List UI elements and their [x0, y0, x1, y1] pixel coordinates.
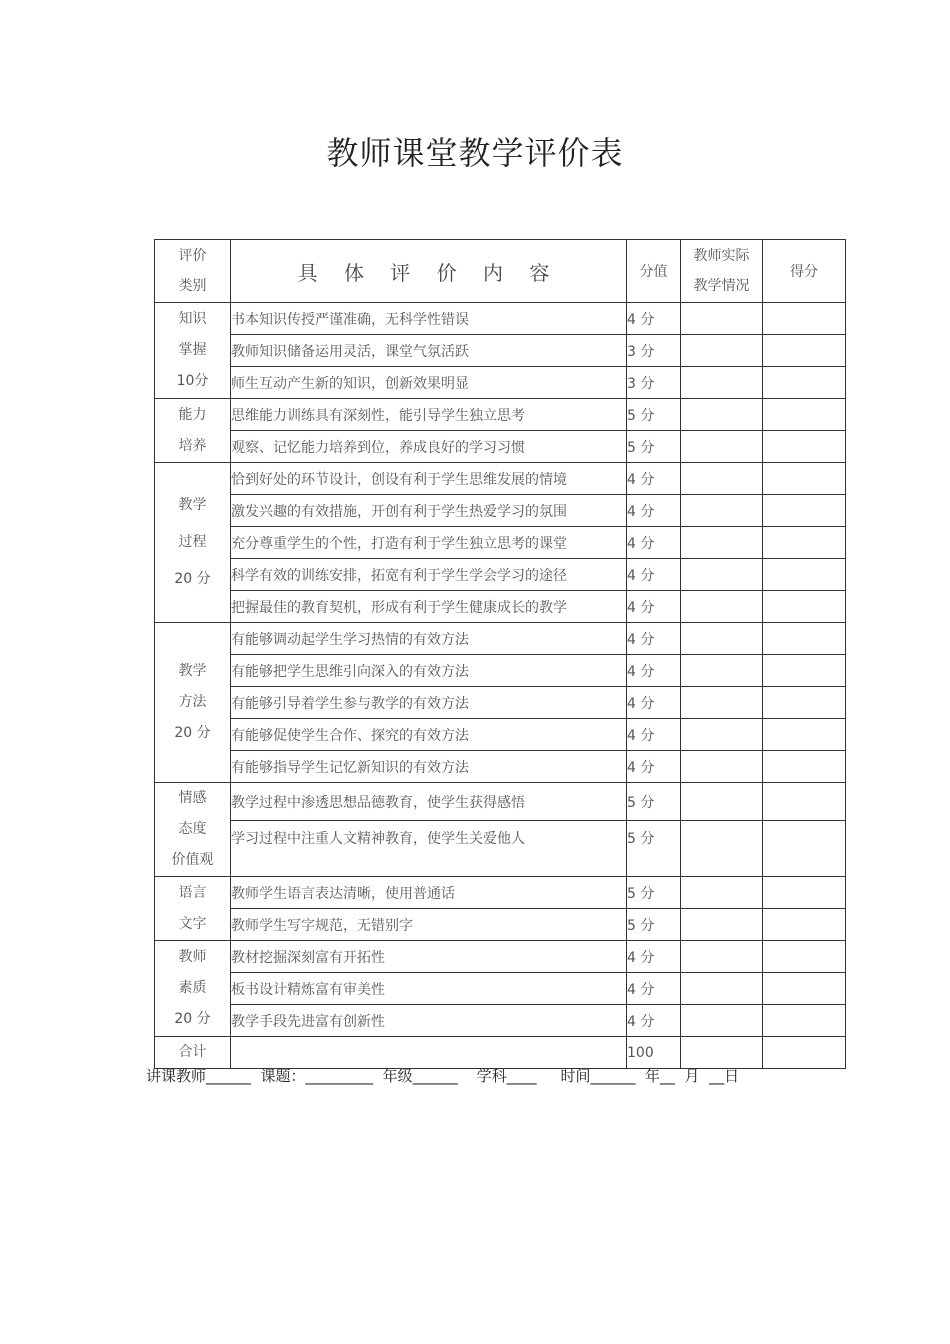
score-cell[interactable] — [763, 941, 846, 973]
points-cell: 5 分 — [627, 877, 681, 909]
points-cell: 5 分 — [627, 909, 681, 941]
table-row — [155, 909, 846, 941]
criterion-text: 教学手段先进富有创新性 — [231, 1005, 627, 1037]
header-content: 具 体 评 价 内 容 — [231, 240, 627, 303]
table-row — [155, 783, 846, 821]
score-cell[interactable] — [763, 431, 846, 463]
category-cell: 教学 方法 20 分 — [155, 623, 231, 783]
table-row — [155, 941, 846, 973]
criterion-text: 教学过程中渗透思想品德教育，使学生获得感悟 — [231, 783, 627, 821]
criterion-text: 思维能力训练具有深刻性，能引导学生独立思考 — [231, 399, 627, 431]
table-row — [155, 559, 846, 591]
total-label: 合计 — [155, 1037, 231, 1069]
table-row — [155, 1005, 846, 1037]
criterion-text: 教师知识储备运用灵活，课堂气氛活跃 — [231, 335, 627, 367]
points-cell: 5 分 — [627, 399, 681, 431]
table-row — [155, 623, 846, 655]
criterion-text: 观察、记忆能力培养到位，养成良好的学习习惯 — [231, 431, 627, 463]
points-cell: 5 分 — [627, 431, 681, 463]
header-points: 分值 — [627, 240, 681, 303]
total-points: 100 — [627, 1037, 681, 1069]
score-cell[interactable] — [763, 463, 846, 495]
criterion-text: 书本知识传授严谨准确，无科学性错误 — [231, 303, 627, 335]
total-empty — [231, 1037, 627, 1069]
page-title: 教师课堂教学评价表 — [326, 134, 624, 172]
score-cell[interactable] — [763, 1005, 846, 1037]
criterion-text: 有能够指导学生记忆新知识的有效方法 — [231, 751, 627, 783]
actual-teaching-cell[interactable] — [681, 431, 763, 463]
points-cell: 4 分 — [627, 687, 681, 719]
criterion-text: 板书设计精炼富有审美性 — [231, 973, 627, 1005]
points-cell: 4 分 — [627, 559, 681, 591]
category-cell: 教学 过程 20 分 — [155, 463, 231, 623]
score-cell[interactable] — [763, 623, 846, 655]
points-cell: 4 分 — [627, 751, 681, 783]
total-row — [155, 1037, 846, 1069]
score-cell[interactable] — [763, 751, 846, 783]
actual-teaching-cell[interactable] — [681, 335, 763, 367]
score-cell[interactable] — [763, 335, 846, 367]
table-row — [155, 495, 846, 527]
criterion-text: 有能够引导着学生参与教学的有效方法 — [231, 687, 627, 719]
footer-info: 讲课教师______ 课题：_________ 年级______ 学科____ 时间______ 年__ 月 __日 — [146, 1067, 740, 1085]
header-category: 评价 类别 — [155, 240, 231, 303]
criterion-text: 科学有效的训练安排，拓宽有利于学生学会学习的途径 — [231, 559, 627, 591]
table-row — [155, 367, 846, 399]
table-row — [155, 687, 846, 719]
points-cell: 4 分 — [627, 527, 681, 559]
category-cell: 能力 培养 — [155, 399, 231, 463]
actual-teaching-cell[interactable] — [681, 1005, 763, 1037]
score-cell[interactable] — [763, 909, 846, 941]
points-cell: 4 分 — [627, 591, 681, 623]
points-cell: 4 分 — [627, 655, 681, 687]
table-row — [155, 463, 846, 495]
score-cell[interactable] — [763, 821, 846, 877]
points-cell: 4 分 — [627, 303, 681, 335]
criterion-text: 教师学生语言表达清晰，使用普通话 — [231, 877, 627, 909]
actual-teaching-cell[interactable] — [681, 463, 763, 495]
score-cell[interactable] — [763, 719, 846, 751]
criterion-text: 充分尊重学生的个性，打造有利于学生独立思考的课堂 — [231, 527, 627, 559]
table-row — [155, 591, 846, 623]
table-row — [155, 335, 846, 367]
points-cell: 4 分 — [627, 463, 681, 495]
actual-teaching-cell[interactable] — [681, 527, 763, 559]
actual-teaching-cell[interactable] — [681, 303, 763, 335]
criterion-text: 教师学生写字规范，无错别字 — [231, 909, 627, 941]
criterion-text: 有能够把学生思维引向深入的有效方法 — [231, 655, 627, 687]
actual-teaching-cell[interactable] — [681, 399, 763, 431]
actual-teaching-cell[interactable] — [681, 655, 763, 687]
actual-teaching-cell[interactable] — [681, 941, 763, 973]
criterion-text: 有能够调动起学生学习热情的有效方法 — [231, 623, 627, 655]
table-row — [155, 877, 846, 909]
actual-teaching-cell[interactable] — [681, 973, 763, 1005]
table-row — [155, 527, 846, 559]
table-row — [155, 719, 846, 751]
criterion-text: 激发兴趣的有效措施，开创有利于学生热爱学习的氛围 — [231, 495, 627, 527]
actual-teaching-cell[interactable] — [681, 719, 763, 751]
points-cell: 4 分 — [627, 973, 681, 1005]
points-cell: 3 分 — [627, 367, 681, 399]
points-cell: 5 分 — [627, 783, 681, 821]
table-row — [155, 399, 846, 431]
score-cell[interactable] — [763, 655, 846, 687]
actual-teaching-cell[interactable] — [681, 687, 763, 719]
table-row — [155, 655, 846, 687]
criterion-text: 把握最佳的教育契机，形成有利于学生健康成长的教学 — [231, 591, 627, 623]
criterion-text: 恰到好处的环节设计，创设有利于学生思维发展的情境 — [231, 463, 627, 495]
table-row — [155, 751, 846, 783]
header-row — [155, 240, 846, 303]
points-cell: 4 分 — [627, 495, 681, 527]
points-cell: 4 分 — [627, 941, 681, 973]
table-row — [155, 303, 846, 335]
actual-teaching-cell[interactable] — [681, 591, 763, 623]
points-cell: 3 分 — [627, 335, 681, 367]
score-cell[interactable] — [763, 303, 846, 335]
actual-teaching-cell[interactable] — [681, 367, 763, 399]
points-cell: 5 分 — [627, 821, 681, 877]
actual-teaching-cell[interactable] — [681, 783, 763, 821]
score-cell[interactable] — [763, 783, 846, 821]
score-cell[interactable] — [763, 399, 846, 431]
criterion-text: 教材挖掘深刻富有开拓性 — [231, 941, 627, 973]
category-cell: 情感 态度 价值观 — [155, 783, 231, 877]
evaluation-table — [154, 239, 846, 1069]
table-row — [155, 431, 846, 463]
category-cell: 知识 掌握 10分 — [155, 303, 231, 399]
table-body — [155, 240, 846, 1069]
actual-teaching-cell[interactable] — [681, 909, 763, 941]
actual-teaching-cell[interactable] — [681, 821, 763, 877]
points-cell: 4 分 — [627, 719, 681, 751]
header-score: 得分 — [763, 240, 846, 303]
criterion-text: 有能够促使学生合作、探究的有效方法 — [231, 719, 627, 751]
total-actual-cell[interactable] — [681, 1037, 763, 1069]
actual-teaching-cell[interactable] — [681, 559, 763, 591]
criterion-text: 师生互动产生新的知识，创新效果明显 — [231, 367, 627, 399]
actual-teaching-cell[interactable] — [681, 495, 763, 527]
score-cell[interactable] — [763, 877, 846, 909]
header-actual: 教师实际 教学情况 — [681, 240, 763, 303]
score-cell[interactable] — [763, 973, 846, 1005]
score-cell[interactable] — [763, 591, 846, 623]
category-cell: 语言 文字 — [155, 877, 231, 941]
score-cell[interactable] — [763, 527, 846, 559]
total-score-cell[interactable] — [763, 1037, 846, 1069]
table-row — [155, 973, 846, 1005]
actual-teaching-cell[interactable] — [681, 877, 763, 909]
points-cell: 4 分 — [627, 623, 681, 655]
points-cell: 4 分 — [627, 1005, 681, 1037]
score-cell[interactable] — [763, 495, 846, 527]
actual-teaching-cell[interactable] — [681, 623, 763, 655]
score-cell[interactable] — [763, 559, 846, 591]
score-cell[interactable] — [763, 687, 846, 719]
table-row — [155, 821, 846, 877]
actual-teaching-cell[interactable] — [681, 751, 763, 783]
criterion-text: 学习过程中注重人文精神教育，使学生关爱他人 — [231, 821, 627, 877]
category-cell: 教师 素质 20 分 — [155, 941, 231, 1037]
score-cell[interactable] — [763, 367, 846, 399]
